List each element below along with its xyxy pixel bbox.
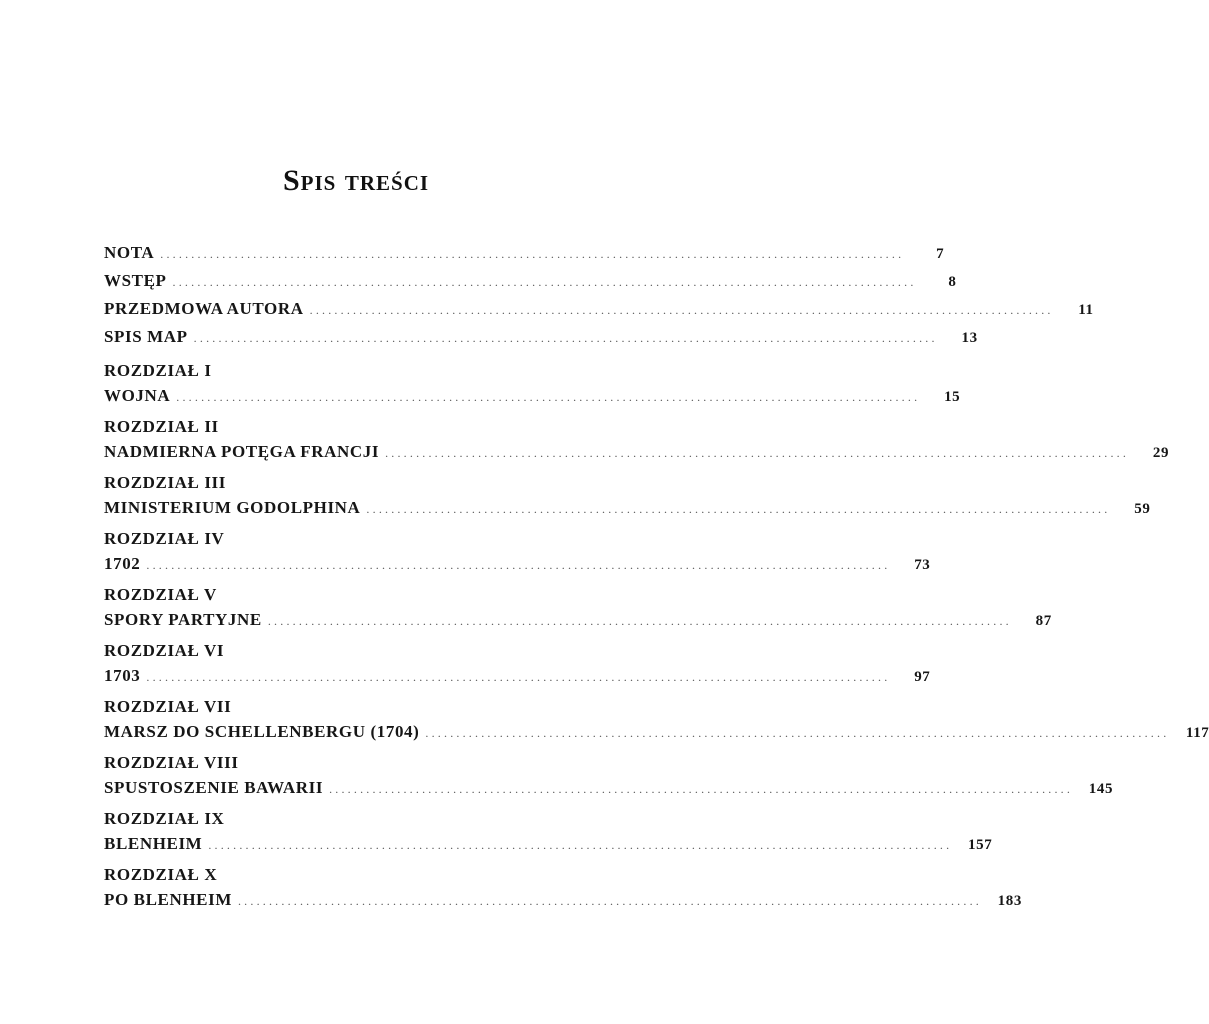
toc-entry-title: 1702 (104, 554, 141, 573)
toc-line (104, 887, 1022, 912)
toc-entry (104, 324, 978, 352)
toc-page-number: 59 (1134, 501, 1151, 517)
toc-chapter-entry (104, 582, 1052, 632)
toc-line (104, 296, 1094, 321)
toc-entry-title: MINISTERIUM GODOLPHINA (104, 498, 361, 517)
dot-leader: ........................................................................................................................ (309, 303, 1054, 317)
toc-page-number: 157 (968, 837, 993, 853)
chapter-label: ROZDZIAŁ IX (104, 809, 225, 828)
toc-chapter-entry (104, 414, 1170, 464)
dot-leader: ........................................................................................................................ (176, 390, 921, 404)
dot-leader: ........................................................................................................................ (146, 558, 891, 572)
dot-leader: ........................................................................................................................ (267, 614, 1012, 628)
chapter-label: ROZDZIAŁ X (104, 865, 218, 884)
toc-entry-title: PRZEDMOWA AUTORA (104, 299, 304, 318)
dot-leader: ........................................................................................................................ (172, 275, 917, 289)
dot-leader: ........................................................................................................................ (160, 247, 905, 261)
toc-entry-title: NOTA (104, 243, 155, 262)
toc-page-number: 8 (948, 274, 957, 290)
toc-chapter-entry (104, 526, 931, 576)
toc-chapter-entry (104, 470, 1151, 520)
chapter-label: ROZDZIAŁ IV (104, 529, 225, 548)
toc-chapter-entry (104, 750, 1114, 800)
toc-line (104, 607, 1052, 632)
toc-page-number: 13 (961, 330, 978, 346)
toc-line (104, 268, 957, 293)
toc-chapter-entry (104, 694, 1209, 744)
toc-entry (104, 296, 1094, 324)
toc-page-number: 11 (1078, 302, 1094, 318)
toc-line (104, 439, 1170, 464)
chapter-label: ROZDZIAŁ VII (104, 697, 232, 716)
toc-entry-title: SPUSTOSZENIE BAWARII (104, 778, 324, 797)
page-title: Spis treści (282, 164, 430, 197)
dot-leader: ........................................................................................................................ (193, 331, 938, 345)
toc-page-number: 7 (936, 246, 945, 262)
chapter-label: ROZDZIAŁ III (104, 473, 226, 492)
table-of-contents (104, 240, 1209, 912)
chapter-label: ROZDZIAŁ V (104, 585, 217, 604)
toc-entry-title: MARSZ DO SCHELLENBERGU (1704) (104, 722, 420, 741)
chapter-label: ROZDZIAŁ I (104, 361, 212, 380)
toc-entry-title: SPIS MAP (104, 327, 188, 346)
toc-page-number: 87 (1035, 613, 1052, 629)
dot-leader: ........................................................................................................................ (425, 726, 1170, 740)
toc-line (104, 831, 993, 856)
toc-page-number: 29 (1152, 445, 1170, 461)
toc-line (104, 383, 961, 408)
toc-entry-title: NADMIERNA POTĘGA FRANCJI (104, 442, 380, 461)
dot-leader: ........................................................................................................................ (237, 894, 982, 908)
toc-entry (104, 240, 945, 268)
chapter-label: ROZDZIAŁ II (104, 417, 219, 436)
toc-entry (104, 268, 957, 296)
toc-entry-title: PO BLENHEIM (104, 890, 232, 909)
toc-line (104, 775, 1114, 800)
chapter-label: ROZDZIAŁ VI (104, 641, 225, 660)
toc-page-number: 97 (914, 669, 931, 685)
toc-chapter-entry (104, 862, 1022, 912)
dot-leader: ........................................................................................................................ (208, 838, 953, 852)
toc-page-number: 73 (914, 557, 931, 573)
toc-line (104, 324, 978, 349)
toc-entry-title: SPORY PARTYJNE (104, 610, 262, 629)
dot-leader: ........................................................................................................................ (366, 502, 1111, 516)
toc-page-number: 183 (997, 893, 1022, 909)
toc-entry-title: BLENHEIM (104, 834, 203, 853)
toc-entry-title: 1703 (104, 666, 141, 685)
chapter-label: ROZDZIAŁ VIII (104, 753, 239, 772)
toc-page-number: 145 (1088, 781, 1114, 797)
toc-chapter-entry (104, 358, 961, 408)
toc-chapter-entry (104, 806, 993, 856)
toc-page-number: 15 (944, 389, 961, 405)
toc-page-number: 117 (1185, 725, 1209, 741)
toc-line (104, 240, 945, 265)
dot-leader: ........................................................................................................................ (146, 670, 891, 684)
toc-entry-title: WOJNA (104, 386, 171, 405)
dot-leader: ........................................................................................................................ (329, 782, 1074, 796)
toc-line (104, 551, 931, 576)
toc-line (104, 719, 1209, 744)
toc-line (104, 495, 1151, 520)
toc-chapter-entry (104, 638, 931, 688)
toc-entry-title: WSTĘP (104, 271, 167, 290)
dot-leader: ........................................................................................................................ (385, 446, 1130, 460)
toc-line (104, 663, 931, 688)
